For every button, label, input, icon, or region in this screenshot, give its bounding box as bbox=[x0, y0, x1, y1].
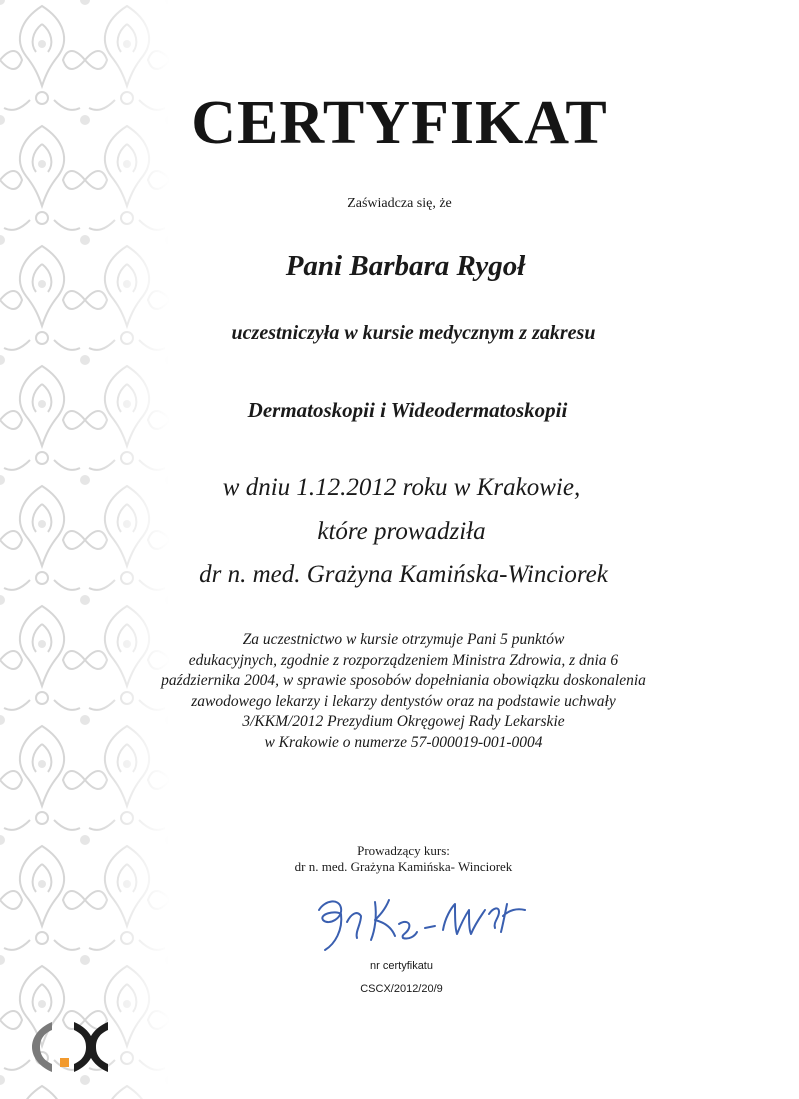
intro-text: Zaświadcza się, że bbox=[347, 196, 452, 211]
organization-logo bbox=[30, 1018, 110, 1076]
points-line: 3/KKM/2012 Prezydium Okręgowej Rady Lekarskie bbox=[242, 713, 565, 730]
course-name: Dermatoskopii i Wideodermatoskopii bbox=[247, 398, 568, 422]
damask-border-pattern bbox=[0, 0, 170, 1099]
points-line: zawodowego lekarzy i lekarzy dentystów oraz na podstawie uchwały bbox=[191, 692, 616, 710]
course-lead-block bbox=[4, 843, 799, 875]
date-location-line: w dniu 1.12.2012 roku w Krakowie, bbox=[222, 474, 581, 501]
course-lead-label: Prowadzący kurs: bbox=[357, 843, 450, 858]
course-lead-name: dr n. med. Grażyna Kamińska- Winciorek bbox=[294, 859, 513, 874]
points-line: Za uczestnictwo w kursie otrzymuje Pani 5 punktów bbox=[242, 631, 565, 648]
certificate-number: CSCX/2012/20/9 bbox=[360, 983, 443, 995]
points-line: edukacyjnych, zgodnie z rozporządzeniem Ministra Zdrowia, z dnia 6 bbox=[188, 651, 619, 669]
certificate-number-label: nr certyfikatu bbox=[370, 960, 433, 972]
points-paragraph bbox=[4, 630, 799, 753]
led-by-text: które prowadziła bbox=[317, 518, 486, 545]
points-line: października 2004, w sprawie sposobów dopełniania obowiązku doskonalenia bbox=[161, 672, 646, 689]
instructor-name: dr n. med. Grażyna Kamińska-Winciorek bbox=[199, 561, 608, 588]
handwritten-signature bbox=[305, 880, 540, 955]
certificate-title: CERTYFIKAT bbox=[191, 89, 608, 157]
recipient-name: Pani Barbara Rygoł bbox=[285, 250, 526, 282]
points-line: w Krakowie o numerze 57-000019-001-0004 bbox=[264, 733, 543, 751]
participation-text: uczestniczyła w kursie medycznym z zakresu bbox=[231, 322, 596, 344]
